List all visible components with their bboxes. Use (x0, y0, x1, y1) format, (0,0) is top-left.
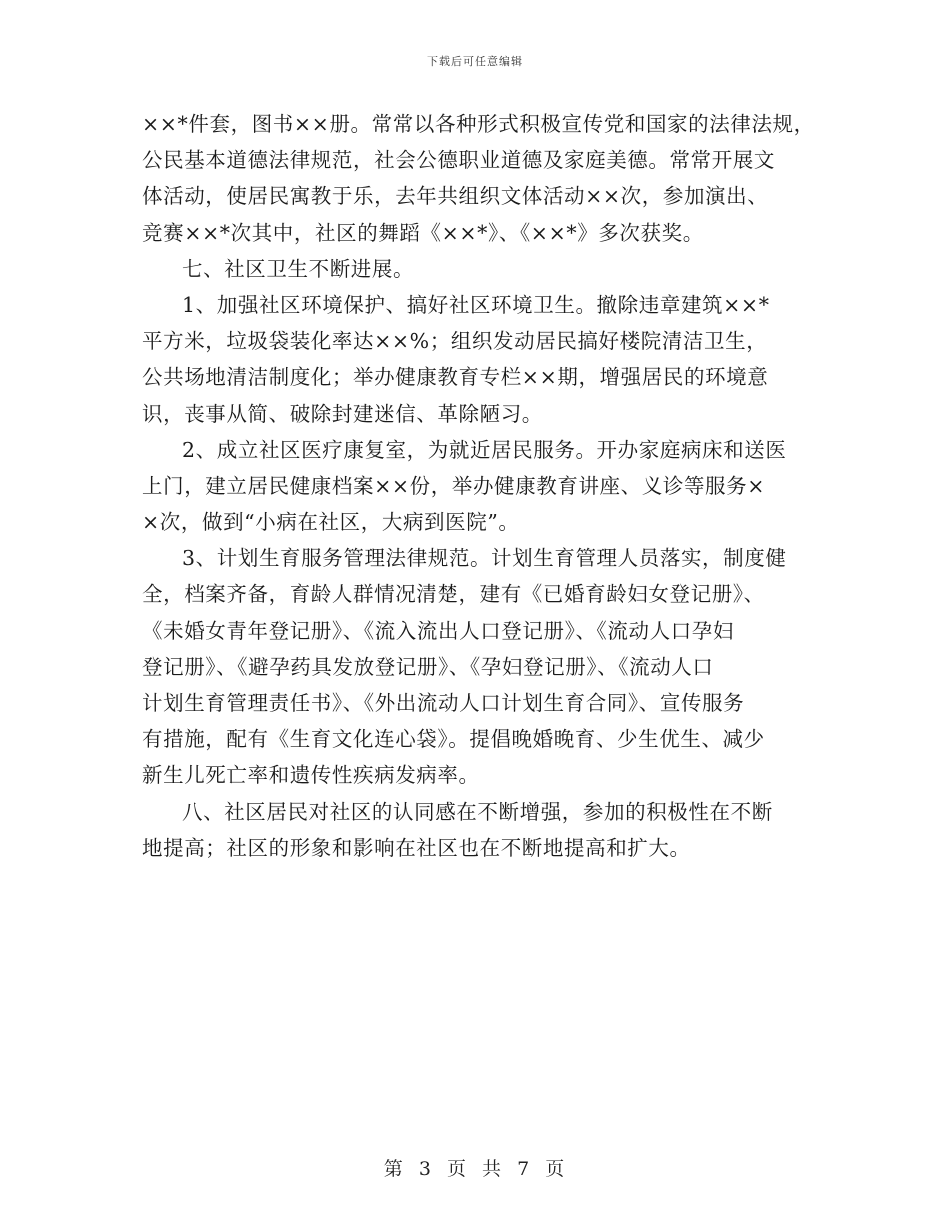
body-line: 计划生育管理责任书》、《外出流动人口计划生育合同》、宣传服务 (142, 691, 745, 715)
body-line: 1、加强社区环境保护、搞好社区环境卫生。撤除违章建筑××* (182, 292, 770, 317)
body-line: 公民基本道德法律规范，社会公德职业道德及家庭美德。常常开展文 (142, 148, 775, 173)
body-line: 上门，建立居民健康档案××份，举办健康教育讲座、义诊等服务× (142, 473, 766, 498)
body-line: 公共场地清洁制度化；举办健康教育专栏××期，增强居民的环境意 (142, 365, 769, 390)
body-line: 全，档案齐备，育龄人群情况清楚，建有《已婚育龄妇女登记册》、 (142, 582, 765, 607)
footer-page-number: 3 (418, 1158, 433, 1180)
body-line: 地提高；社区的形象和影响在社区也在不断地提高和扩大。 (142, 835, 691, 860)
body-line: ×次，做到“小病在社区，大病到医院”。 (142, 510, 520, 535)
footer-total-prefix: 共 (482, 1158, 504, 1180)
body-line: 《未婚女青年登记册》、《流入流出人口登记册》、《流动人口孕妇 (142, 618, 734, 643)
body-line: 体活动，使居民寓教于乐，去年共组织文体活动××次，参加演出、 (142, 184, 769, 209)
body-line: 平方米，垃圾袋装化率达××%；组织发动居民搞好楼院清洁卫生， (142, 329, 768, 354)
body-line: 3、计划生育服务管理法律规范。计划生育管理人员落实，制度健 (182, 546, 787, 571)
footer-total-suffix: 页 (545, 1158, 567, 1180)
section-heading: 七、社区卫生不断进展。 (182, 256, 415, 281)
body-line: 识，丧事从简、破除封建迷信、革除陋习。 (142, 401, 543, 426)
body-line: 新生儿死亡率和遗传性疾病发病率。 (142, 763, 480, 788)
body-line: 有措施，配有《生育文化连心袋》。提倡晚婚晚育、少生优生、减少 (142, 727, 765, 752)
section-heading: 八、社区居民对社区的认同感在不断增强，参加的积极性在不断 (182, 799, 773, 824)
page-footer (0, 1154, 950, 1181)
footer-total-pages: 7 (517, 1158, 532, 1180)
footer-page-mid: 页 (446, 1158, 468, 1180)
body-line: 登记册》、《避孕药具发放登记册》、《孕妇登记册》、《流动人口 (142, 654, 714, 679)
page-header-note: 下载后可任意编辑 (427, 55, 523, 68)
body-line: ××*件套，图书××册。常常以各种形式积极宣传党和国家的法律法规， (142, 112, 815, 136)
body-line: 竞赛××*次其中，社区的舞蹈《××*》、《××*》多次获奖。 (142, 220, 704, 245)
body-line: 2、成立社区医疗康复室，为就近居民服务。开办家庭病床和送医 (182, 437, 787, 462)
footer-page-prefix: 第 (383, 1158, 405, 1180)
document-body (142, 106, 822, 866)
